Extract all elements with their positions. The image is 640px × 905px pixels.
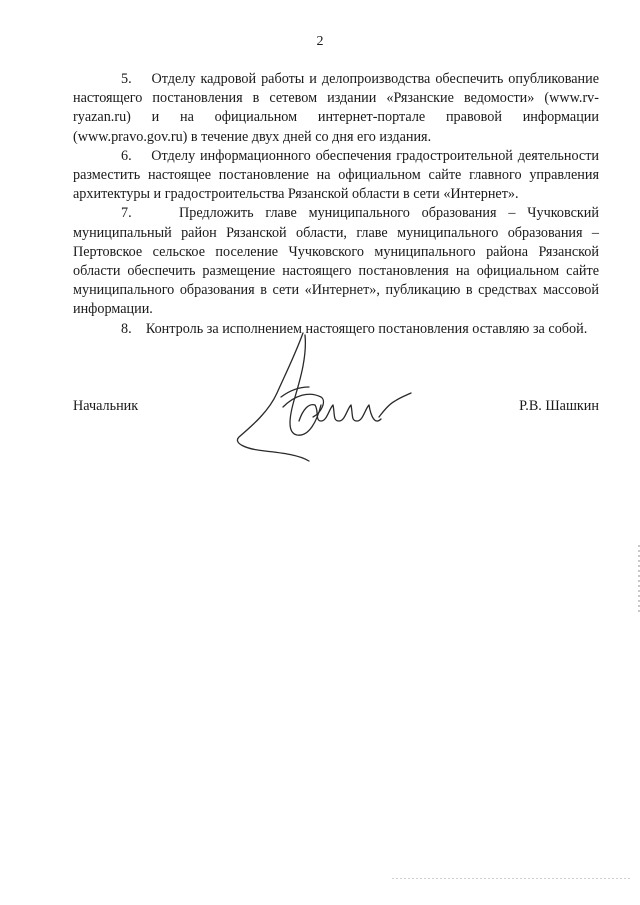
page-number: 2 — [316, 34, 324, 49]
document-body — [73, 70, 599, 339]
scan-bottom-line — [392, 878, 632, 879]
paragraph-8: 8. Контроль за исполнением настоящего постановления оставляю за собой. — [121, 320, 588, 337]
signer-name: Р.В. Шашкин — [519, 398, 599, 414]
paragraph-5: 5. Отделу кадровой работы и делопроизводства обеспечить опубликование настоящего постановления в сетевом издании «Рязанские ведомости» (www.rv-ryazan.ru) и на официальном интернет-портале правовой информации (www.pravo.gov.ru) в течение двух дней со дня его издания. — [73, 71, 599, 145]
handwritten-signature — [225, 325, 445, 465]
paragraph-7: 7. Предложить главе муниципального образования – Чучковский муниципальный район Рязанской области, главе муниципального образования – Пертовское сельское поселение Чучковского муниципального района Рязанской области обеспечить размещение настоящего постановления на официальном сайте муниципального образования в сети «Интернет», публикацию в средствах массовой информации. — [73, 205, 599, 318]
paragraph-6: 6. Отделу информационного обеспечения градостроительной деятельности разместить настоящее постановление на официальном сайте главного управления архитектуры и градостроительства Рязанской области в сети «Интернет». — [73, 147, 599, 203]
signature-block — [73, 398, 599, 418]
position-title: Начальник — [73, 398, 139, 414]
